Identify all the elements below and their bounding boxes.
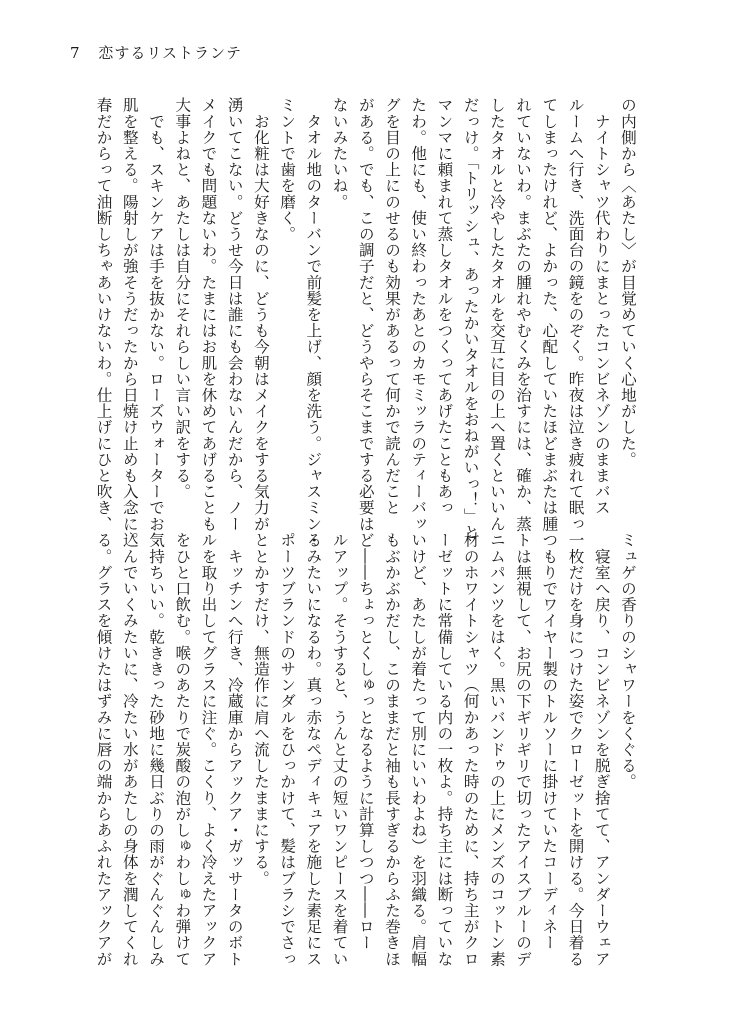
upper-text-block: [94, 97, 637, 548]
text-line: ルを取り出してグラスに注ぐ。こくり、よく冷えたアックア: [199, 532, 218, 967]
text-line: 材のホワイトシャツ（何かあった時のために、持ち主がクロ: [461, 532, 480, 967]
text-line: ととかすだけ、無造作に肩へ流したままにする。: [251, 532, 270, 887]
text-line: る。グラスを傾けたはずみに唇の端からあふれたアックアが: [94, 532, 113, 967]
text-line: タオル地のターバンで前髪を上げ、顔を洗う。ジャスミン・: [304, 97, 323, 548]
text-line: ルアップ。そうすると、うんと丈の短いワンピースを着てい: [330, 532, 349, 967]
text-line: ないみたいね。: [330, 97, 349, 210]
text-line: ミュゲの香りのシャワーをくぐる。: [618, 532, 637, 790]
text-line: いけど、あたしが着たって別にいいわよね）を羽織る。肩幅: [409, 532, 428, 967]
text-line: ミントで歯を磨く。: [278, 97, 297, 242]
text-line: 湧いてこない。どうせ今日は誰にも会わないんだから、ノー: [225, 97, 244, 532]
text-line: 込んでいくみたいに、冷たい水があたしの身体を潤してくれ: [120, 532, 139, 967]
text-line: 春だからって油断しちゃあいけないわ。仕上げにひと吹き、: [94, 97, 113, 532]
text-line: 寝室へ戻り、コンビネゾンを脱ぎ捨てて、アンダーウェア: [592, 532, 611, 967]
text-line: 一枚だけを身につけた姿でクローゼットを開ける。今日着る: [566, 532, 585, 967]
text-line: マンマに頼まれて蒸しタオルをつくってあげたこともあっ: [435, 97, 454, 516]
text-line: でも、スキンケアは手を抜かない。ローズウォーターでお: [147, 97, 166, 532]
text-line: ナイトシャツ代わりにまとったコンビネゾンのままバス: [592, 97, 611, 516]
text-line: だっけ。「トリッシュ、あったかいタオルをおねがいっ！」と: [461, 97, 480, 540]
text-line: 気持ちいい。乾ききった砂地に幾日ぶりの雨がぐんぐんしみ: [147, 532, 166, 967]
text-line: 大事よねと、あたしは自分にそれらしい言い訳をする。: [173, 97, 192, 500]
text-line: グを目の上にのせるのも効果があるって何かで読んだこと: [383, 97, 401, 516]
text-line: てしまったけれど、よかった、心配していたほどまぶたは腫: [540, 97, 559, 532]
text-line: ポーツブランドのサンダルをひっかけて、髪はブラシでさっ: [278, 532, 297, 967]
text-line: したタオルと冷やしたタオルを交互に目の上へ置くといいん: [487, 97, 506, 532]
text-line: をひと口飲む。喉のあたりで炭酸の泡がしゅわしゅわ弾けて: [173, 532, 192, 967]
text-line: たわ。他にも、使い終わったあとのカモミッラのティーバッ: [409, 97, 428, 532]
text-line: キッチンへ行き、冷蔵庫からアックア・ガッサータのボト: [225, 532, 244, 967]
text-line: トは無視して、お尻の下ギリギリで切ったアイスブルーのデ: [514, 532, 533, 967]
book-title: 恋するリストランテ: [98, 44, 243, 62]
text-line: もぶかぶかだし、このままだと袖も長すぎるからふた巻きほ: [383, 532, 401, 967]
text-line: れていないわ。まぶたの腫れやむくみを治すには、確か、蒸: [514, 97, 533, 532]
text-line: メイクでも問題ないわ。たまにはお肌を休めてあげることも: [199, 97, 218, 532]
text-line: るみたいになるわ。真っ赤なペディキュアを施した素足にス: [304, 532, 323, 967]
lower-text-block: [94, 532, 637, 967]
page-number: 7: [70, 44, 81, 62]
text-line: ど――ちょっとくしゅっとなるように計算しつつ――ロー: [356, 532, 375, 951]
text-line: ーゼットに常備している内の一枚よ。持ち主には断っていな: [435, 532, 454, 967]
text-line: 肌を整える。陽射しが強そうだったから日焼け止めも入念に。: [120, 97, 139, 548]
text-line: がある。でも、この調子だと、どうやらそこまでする必要は: [356, 97, 375, 532]
text-line: の内側から〈あたし〉が目覚めていく心地がした。: [618, 97, 637, 468]
text-line: お化粧は大好きなのに、どうも今朝はメイクをする気力が: [251, 97, 270, 532]
running-head: [70, 42, 242, 63]
text-line: つもりでワイヤー製のトルソーに掛けていたコーディネー: [540, 532, 559, 951]
text-line: ルームへ行き、洗面台の鏡をのぞく。昨夜は泣き疲れて眠っ: [566, 97, 585, 532]
text-line: ニムパンツをはく。黒いバンドゥの上にメンズのコットン素: [487, 532, 506, 967]
